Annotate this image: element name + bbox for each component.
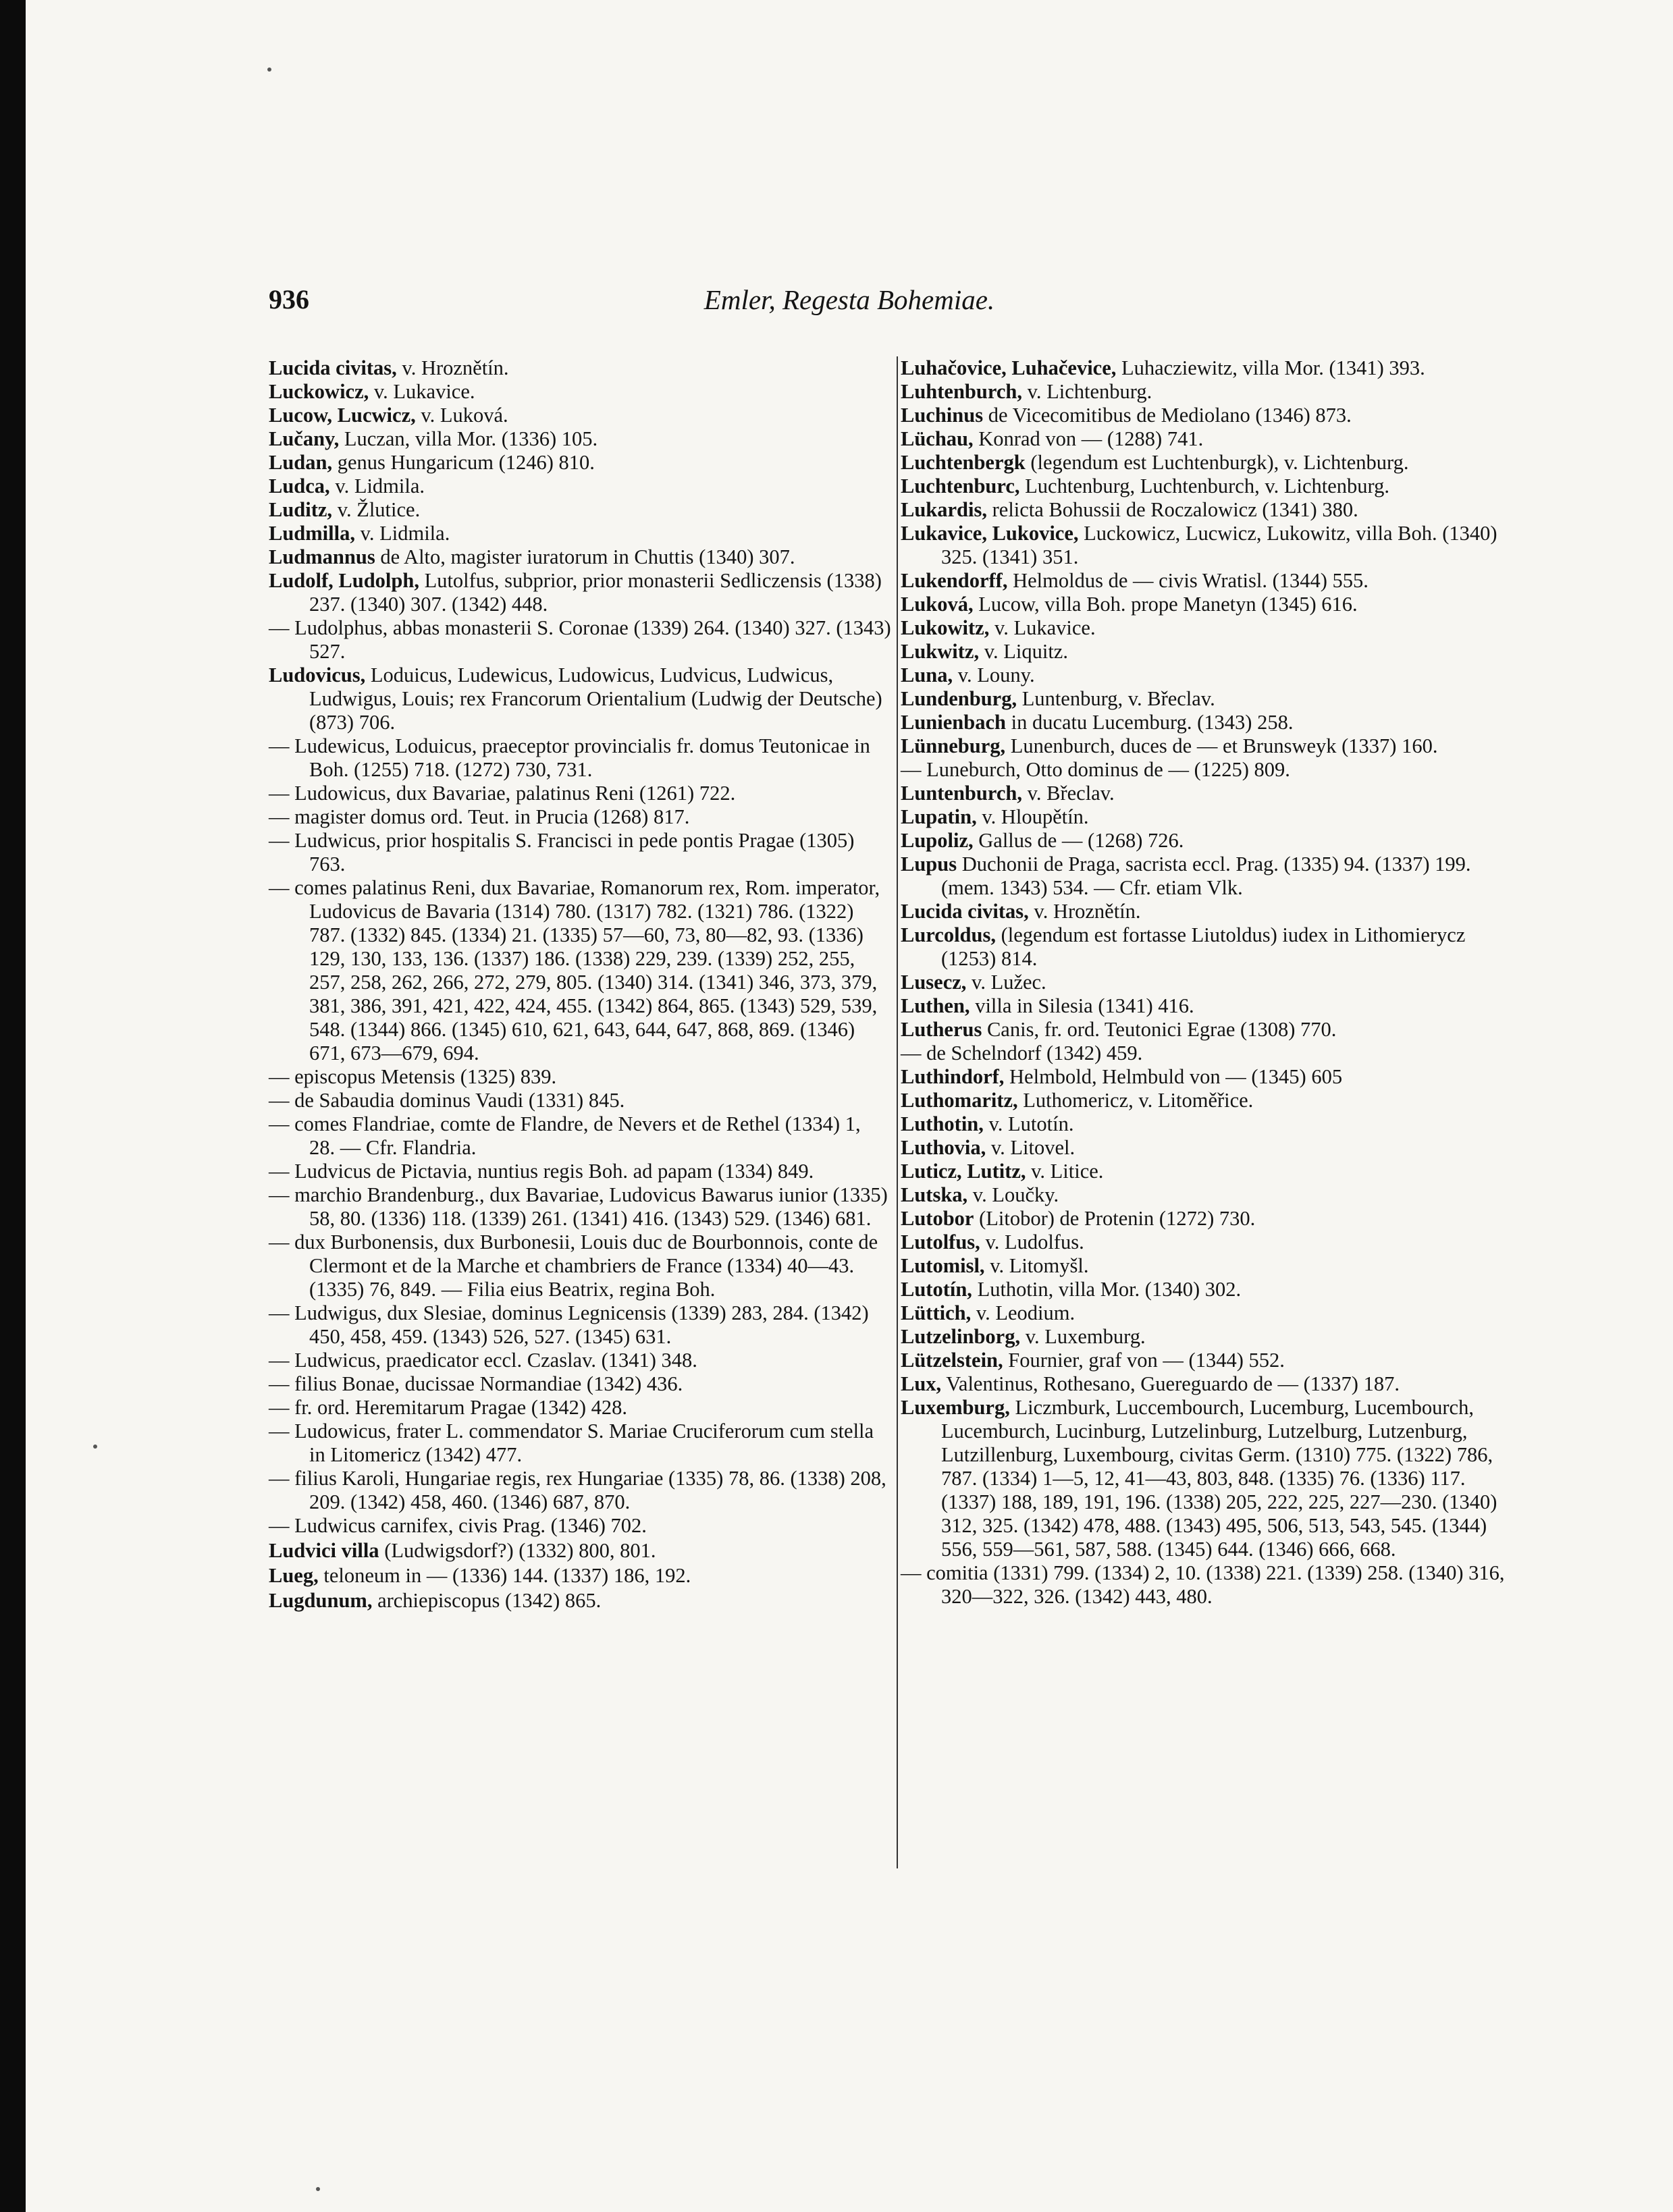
entry-headword: Lunienbach [901,711,1006,734]
index-entry [901,758,1516,782]
column-divider [897,356,898,1868]
index-entry [901,593,1516,616]
index-entry [901,1325,1516,1349]
entry-text: marchio Brandenburg., dux Bavariae, Ludovicus Bawarus iunior (1335) 58, 80. (1336) 118. (1339) 261. (1341) 416. (1343) 529. (1346) 681. [294,1183,888,1230]
entry-dash: — [269,1160,295,1183]
index-entry [901,522,1516,569]
index-entry [901,1089,1516,1112]
entry-text: comitia (1331) 799. (1334) 2, 10. (1338) 221. (1339) 258. (1340) 316, 320—322, 326. (1342) 443, 480. [926,1561,1505,1608]
entry-headword: Lučany, [269,427,340,450]
index-entry [269,1065,891,1089]
entry-text: v. Ludolfus. [980,1231,1084,1253]
index-entry [901,711,1516,734]
entry-text: archiepiscopus (1342) 865. [372,1589,602,1612]
entry-dash: — [269,1372,295,1395]
index-entry [269,734,891,782]
index-entry [901,640,1516,664]
index-entry [269,451,891,475]
entry-dash: — [269,1183,295,1206]
entry-text: Luchtenburg, Luchtenburch, v. Lichtenburg. [1019,475,1389,497]
entry-text: Ludvicus de Pictavia, nuntius regis Boh. ad papam (1334) 849. [294,1160,814,1183]
index-entry [901,356,1516,380]
entry-headword: Lutomisl, [901,1254,985,1277]
index-entry [269,1372,891,1396]
entry-dash: — [269,1349,295,1372]
index-entry [901,734,1516,758]
entry-text: Helmbold, Helmbuld von — (1345) 605 [1004,1065,1343,1088]
index-entry [901,1183,1516,1207]
entry-text: de Sabaudia dominus Vaudi (1331) 845. [294,1089,625,1112]
entry-headword: Luticz, Lutitz, [901,1160,1026,1183]
index-entry [269,1467,891,1514]
index-entry [901,900,1516,923]
entry-text: v. Lutotín. [983,1112,1074,1135]
entry-dash: — [269,734,295,757]
entry-headword: Lux, [901,1372,942,1395]
entry-text: Luthotin, villa Mor. (1340) 302. [972,1278,1242,1301]
entry-headword: Lutotín, [901,1278,972,1301]
entry-headword: Lundenburg, [901,687,1017,710]
entry-headword: Luchtenburc, [901,475,1020,497]
entry-headword: Lützelstein, [901,1349,1003,1372]
entry-text: Ludolphus, abbas monasterii S. Coronae (1339) 264. (1340) 327. (1343) 527. [294,616,891,663]
entry-text: Ludowicus, dux Bavariae, palatinus Reni (1261) 722. [294,782,736,805]
index-entry [269,498,891,522]
entry-headword: Luthindorf, [901,1065,1005,1088]
entry-text: Konrad von — (1288) 741. [973,427,1204,450]
index-entry [901,1231,1516,1254]
index-entry [901,1396,1516,1561]
entry-headword: Lukavice, Lukovice, [901,522,1079,545]
entry-dash: — [901,758,927,781]
entry-headword: Luhačovice, Luhačevice, [901,356,1117,379]
entry-headword: Ludolf, Ludolph, [269,569,419,592]
entry-headword: Ludca, [269,475,330,497]
entry-text: in ducatu Lucemburg. (1343) 258. [1005,711,1294,734]
index-entry [901,1136,1516,1160]
entry-text: fr. ord. Heremitarum Pragae (1342) 428. [294,1396,628,1419]
speck [93,1445,97,1449]
entry-headword: Lucow, Lucwicz, [269,404,416,427]
entry-headword: Lutolfus, [901,1231,980,1253]
index-entry [269,475,891,498]
entry-text: v. Litovel. [986,1136,1076,1159]
entry-text: comes palatinus Reni, dux Bavariae, Romanorum rex, Rom. imperator, Ludovicus de Bavaria (1314) 780. (1317) 782. (1321) 786. (1322) 787. (1332) 845. (1334) 21. (1335) 57—60, 73, 80—82, 93. (1336) 129, 130, 133, 136. (1337) 186. (1338) 229, 239. (1339) 252, 255, 257, 258, 262, 266, 272, 279, 805. (1340) 314. (1341) 346, 373, 379, 381, 386, 391, 421, 422, 424, 455. (1342) 864, 865. (1343) 529, 539, 548. (1344) 866. (1345) 610, 621, 643, 644, 647, 868, 869. (1346) 671, 673—679, 694. [294,876,880,1064]
index-entry [269,380,891,404]
entry-dash: — [269,829,295,852]
entry-text: Ludwicus carnifex, civis Prag. (1346) 702. [294,1514,647,1537]
entry-dash: — [269,1089,295,1112]
entry-text: Ludwicus, praedicator eccl. Czaslav. (1341) 348. [294,1349,697,1372]
entry-text: v. Lidmila. [354,522,450,545]
entry-text: Luhacziewitz, villa Mor. (1341) 393. [1116,356,1425,379]
entry-headword: Ludan, [269,451,333,474]
entry-headword: Lucida civitas, [269,356,397,379]
entry-text: Luntenburg, v. Břeclav. [1017,687,1215,710]
entry-text: Duchonii de Praga, sacrista eccl. Prag. (1335) 94. (1337) 199. (mem. 1343) 534. — Cfr. etiam Vlk. [941,853,1471,899]
entry-headword: Lueg, [269,1564,319,1587]
entry-text: Lunenburch, duces de — et Brunsweyk (1337) 160. [1005,734,1438,757]
entry-text: teloneum in — (1336) 144. (1337) 186, 192. [318,1564,691,1587]
speck [316,2187,320,2191]
index-entry [269,1231,891,1301]
entry-text: v. Litice. [1026,1160,1104,1183]
entry-text: Ludwigus, dux Slesiae, dominus Legnicensis (1339) 283, 284. (1342) 450, 458, 459. (1343) 526, 527. (1345) 631. [294,1301,869,1348]
entry-text: v. Hroznětín. [1028,900,1141,923]
entry-text: v. Louny. [953,664,1035,686]
entry-headword: Lusecz, [901,971,967,994]
entry-text: Luczan, villa Mor. (1336) 105. [339,427,598,450]
index-entry [269,1089,891,1112]
entry-text: v. Leodium. [971,1301,1076,1324]
entry-dash: — [269,876,295,899]
entry-text: v. Hroznětín. [396,356,509,379]
index-entry [901,782,1516,805]
entry-text: Gallus de — (1268) 726. [973,829,1184,852]
index-entry [901,687,1516,711]
entry-text: v. Litomyšl. [984,1254,1089,1277]
entry-text: Liczmburk, Luccembourch, Lucemburg, Lucembourch, Lucemburch, Lucinburg, Lutzelinburg, Lutzelburg, Lutzenburg, Lutzillenburg, Luxembourg, civitas Germ. (1310) 775. (1322) 786, 787. (1334) 1—5, 12, 41—43, 803, 848. (1335) 76. (1336) 117. (1337) 188, 189, 191, 196. (1338) 205, 222, 225, 227—230. (1340) 312, 325. (1342) 478, 488. (1343) 495, 506, 513, 543, 545. (1344) 556, 559—561, 587, 588. (1345) 644. (1346) 666, 668. [941,1396,1497,1561]
entry-dash: — [269,1065,295,1088]
index-entry [269,1349,891,1372]
entry-headword: Ludvici villa [269,1539,379,1562]
entry-headword: Lupus [901,853,957,875]
entry-headword: Lukwitz, [901,640,980,663]
entry-text: v. Luxemburg. [1020,1325,1146,1348]
entry-headword: Luthovia, [901,1136,986,1159]
entry-headword: Luchtenbergk [901,451,1026,474]
index-entry [901,971,1516,994]
entry-dash: — [269,1420,295,1442]
index-entry [901,475,1516,498]
index-entry [269,829,891,876]
entry-text: v. Hloupětín. [976,805,1089,828]
entry-headword: Lukardis, [901,498,987,521]
entry-text: v. Žlutice. [332,498,421,521]
index-entry [901,805,1516,829]
entry-text: v. Loučky. [967,1183,1059,1206]
index-entry [901,923,1516,971]
entry-text: (Ludwigsdorf?) (1332) 800, 801. [379,1539,656,1562]
index-entry [269,1539,891,1563]
entry-text: (legendum est fortasse Liutoldus) iudex in Lithomierycz (1253) 814. [941,923,1466,970]
entry-text: v. Lukavice. [369,380,475,403]
entry-text: episcopus Metensis (1325) 839. [294,1065,557,1088]
entry-headword: Lutzelinborg, [901,1325,1021,1348]
entry-text: de Schelndorf (1342) 459. [926,1042,1143,1064]
entry-text: v. Luková. [415,404,508,427]
entry-headword: Lutska, [901,1183,968,1206]
index-entry [269,805,891,829]
index-entry [269,1420,891,1467]
entry-headword: Luthen, [901,994,970,1017]
entry-text: v. Lužec. [966,971,1046,994]
index-entry [269,1160,891,1183]
entry-text: relicta Bohussii de Roczalowicz (1341) 380. [987,498,1358,521]
index-entry [901,1301,1516,1325]
index-entry [269,569,891,616]
entry-dash: — [269,1231,295,1253]
index-entry [901,498,1516,522]
entry-dash: — [269,1467,295,1490]
entry-headword: Luditz, [269,498,333,521]
entry-headword: Luxemburg, [901,1396,1010,1419]
entry-headword: Luchinus [901,404,984,427]
index-entry [901,1561,1516,1609]
index-entry [269,1589,891,1613]
index-entry [269,545,891,569]
index-entry [901,1065,1516,1089]
entry-headword: Lupoliz, [901,829,974,852]
entry-headword: Lüttich, [901,1301,972,1324]
entry-headword: Lugdunum, [269,1589,373,1612]
index-entry [269,1301,891,1349]
entry-headword: Lucida civitas, [901,900,1029,923]
entry-headword: Lupatin, [901,805,977,828]
index-entry [269,664,891,734]
index-entry [901,1042,1516,1065]
entry-headword: Lurcoldus, [901,923,996,946]
index-entry [269,356,891,380]
entry-headword: Luntenburch, [901,782,1022,805]
book-page [26,0,1673,2212]
entry-text: Ludewicus, Loduicus, praeceptor provincialis fr. domus Teutonicae in Boh. (1255) 718. (1272) 730, 731. [294,734,870,781]
index-entry [901,1372,1516,1396]
entry-text: v. Lichtenburg. [1021,380,1152,403]
entry-text: Lutolfus, subprior, prior monasterii Sedliczensis (1338) 237. (1340) 307. (1342) 448. [309,569,882,616]
entry-headword: Luthomaritz, [901,1089,1018,1112]
entry-headword: Luna, [901,664,953,686]
entry-dash: — [901,1042,927,1064]
entry-text: Luthomericz, v. Litoměřice. [1017,1089,1254,1112]
entry-text: Helmoldus de — civis Wratisl. (1344) 555. [1007,569,1369,592]
index-entry [901,569,1516,593]
entry-dash: — [269,1396,295,1419]
entry-dash: — [901,1561,927,1584]
index-entry [269,404,891,427]
entry-text: Ludowicus, frater L. commendator S. Mariae Cruciferorum cum stella in Litomericz (1342) 477. [294,1420,874,1466]
entry-text: v. Lukavice. [989,616,1096,639]
entry-text: Valentinus, Rothesano, Guereguardo de — (1337) 187. [941,1372,1400,1395]
index-entry [269,522,891,545]
entry-headword: Luková, [901,593,974,616]
entry-text: Luckowicz, Lucwicz, Lukowitz, villa Boh. (1340) 325. (1341) 351. [941,522,1497,568]
entry-text: comes Flandriae, comte de Flandre, de Nevers et de Rethel (1334) 1, 28. — Cfr. Flandria. [294,1112,861,1159]
entry-text: de Alto, magister iuratorum in Chuttis (1340) 307. [375,545,795,568]
index-entry [901,427,1516,451]
index-entry [269,1396,891,1420]
entry-headword: Ludmilla, [269,522,355,545]
entry-headword: Lüchau, [901,427,974,450]
index-entry [901,994,1516,1018]
entry-text: filius Bonae, ducissae Normandiae (1342) 436. [294,1372,683,1395]
entry-text: filius Karoli, Hungariae regis, rex Hungariae (1335) 78, 86. (1338) 208, 209. (1342) 458, 460. (1346) 687, 870. [294,1467,886,1513]
index-entry [901,1160,1516,1183]
index-entry [901,1018,1516,1042]
entry-text: de Vicecomitibus de Mediolano (1346) 873. [983,404,1352,427]
entry-text: v. Břeclav. [1021,782,1115,805]
entry-headword: Ludmannus [269,545,375,568]
index-entry [901,1207,1516,1231]
index-entry [901,1278,1516,1301]
entry-text: Lucow, villa Boh. prope Manetyn (1345) 616. [973,593,1358,616]
entry-dash: — [269,782,295,805]
index-entry [269,1183,891,1231]
entry-text: Ludwicus, prior hospitalis S. Francisci in pede pontis Pragae (1305) 763. [294,829,855,875]
page-header [26,284,1673,324]
left-column [269,356,891,1613]
entry-headword: Ludovicus, [269,664,366,686]
entry-headword: Luckowicz, [269,380,369,403]
index-entry [269,1112,891,1160]
entry-text: dux Burbonensis, dux Burbonesii, Louis duc de Bourbonnois, conte de Clermont et de la Marche et chambriers de France (1334) 40—43. (1335) 76, 849. — Filia eius Beatrix, regina Boh. [294,1231,878,1301]
index-entry [901,1112,1516,1136]
index-entry [269,782,891,805]
entry-dash: — [269,1514,295,1537]
index-entry [269,427,891,451]
entry-text: Loduicus, Ludewicus, Ludowicus, Ludvicus, Ludwicus, Ludwigus, Louis; rex Francorum Orientalium (Ludwig der Deutsche) (873) 706. [309,664,882,734]
entry-text: (legendum est Luchtenburgk), v. Lichtenburg. [1025,451,1409,474]
index-entry [901,1349,1516,1372]
entry-text: Fournier, graf von — (1344) 552. [1003,1349,1285,1372]
page-number: 936 [269,284,309,315]
entry-text: Luneburch, Otto dominus de — (1225) 809. [926,758,1290,781]
index-entry [269,876,891,1065]
entry-dash: — [269,616,295,639]
speck [267,68,271,72]
index-entry [901,829,1516,853]
entry-text: villa in Silesia (1341) 416. [970,994,1194,1017]
index-entry [901,1254,1516,1278]
index-entry [269,616,891,664]
entry-headword: Lukendorff, [901,569,1008,592]
entry-headword: Lutobor [901,1207,974,1230]
index-entry [901,664,1516,687]
index-entry [901,853,1516,900]
index-entry [269,1514,891,1538]
entry-text: v. Liquitz. [979,640,1068,663]
entry-dash: — [269,1112,295,1135]
entry-dash: — [269,1301,295,1324]
entry-text: v. Lidmila. [329,475,425,497]
index-entry [901,380,1516,404]
entry-headword: Lünneburg, [901,734,1006,757]
entry-dash: — [269,805,295,828]
running-title: Emler, Regesta Bohemiae. [703,284,995,315]
index-entry [901,451,1516,475]
entry-text: Canis, fr. ord. Teutonici Egrae (1308) 770. [982,1018,1337,1041]
entry-headword: Lukowitz, [901,616,990,639]
entry-text: genus Hungaricum (1246) 810. [332,451,595,474]
right-column [901,356,1516,1609]
entry-headword: Luthotin, [901,1112,984,1135]
entry-headword: Lutherus [901,1018,982,1041]
index-entry [269,1564,891,1588]
entry-headword: Luhtenburch, [901,380,1022,403]
index-entry [901,616,1516,640]
index-entry [901,404,1516,427]
entry-text: (Litobor) de Protenin (1272) 730. [974,1207,1256,1230]
entry-text: magister domus ord. Teut. in Prucia (1268) 817. [294,805,690,828]
